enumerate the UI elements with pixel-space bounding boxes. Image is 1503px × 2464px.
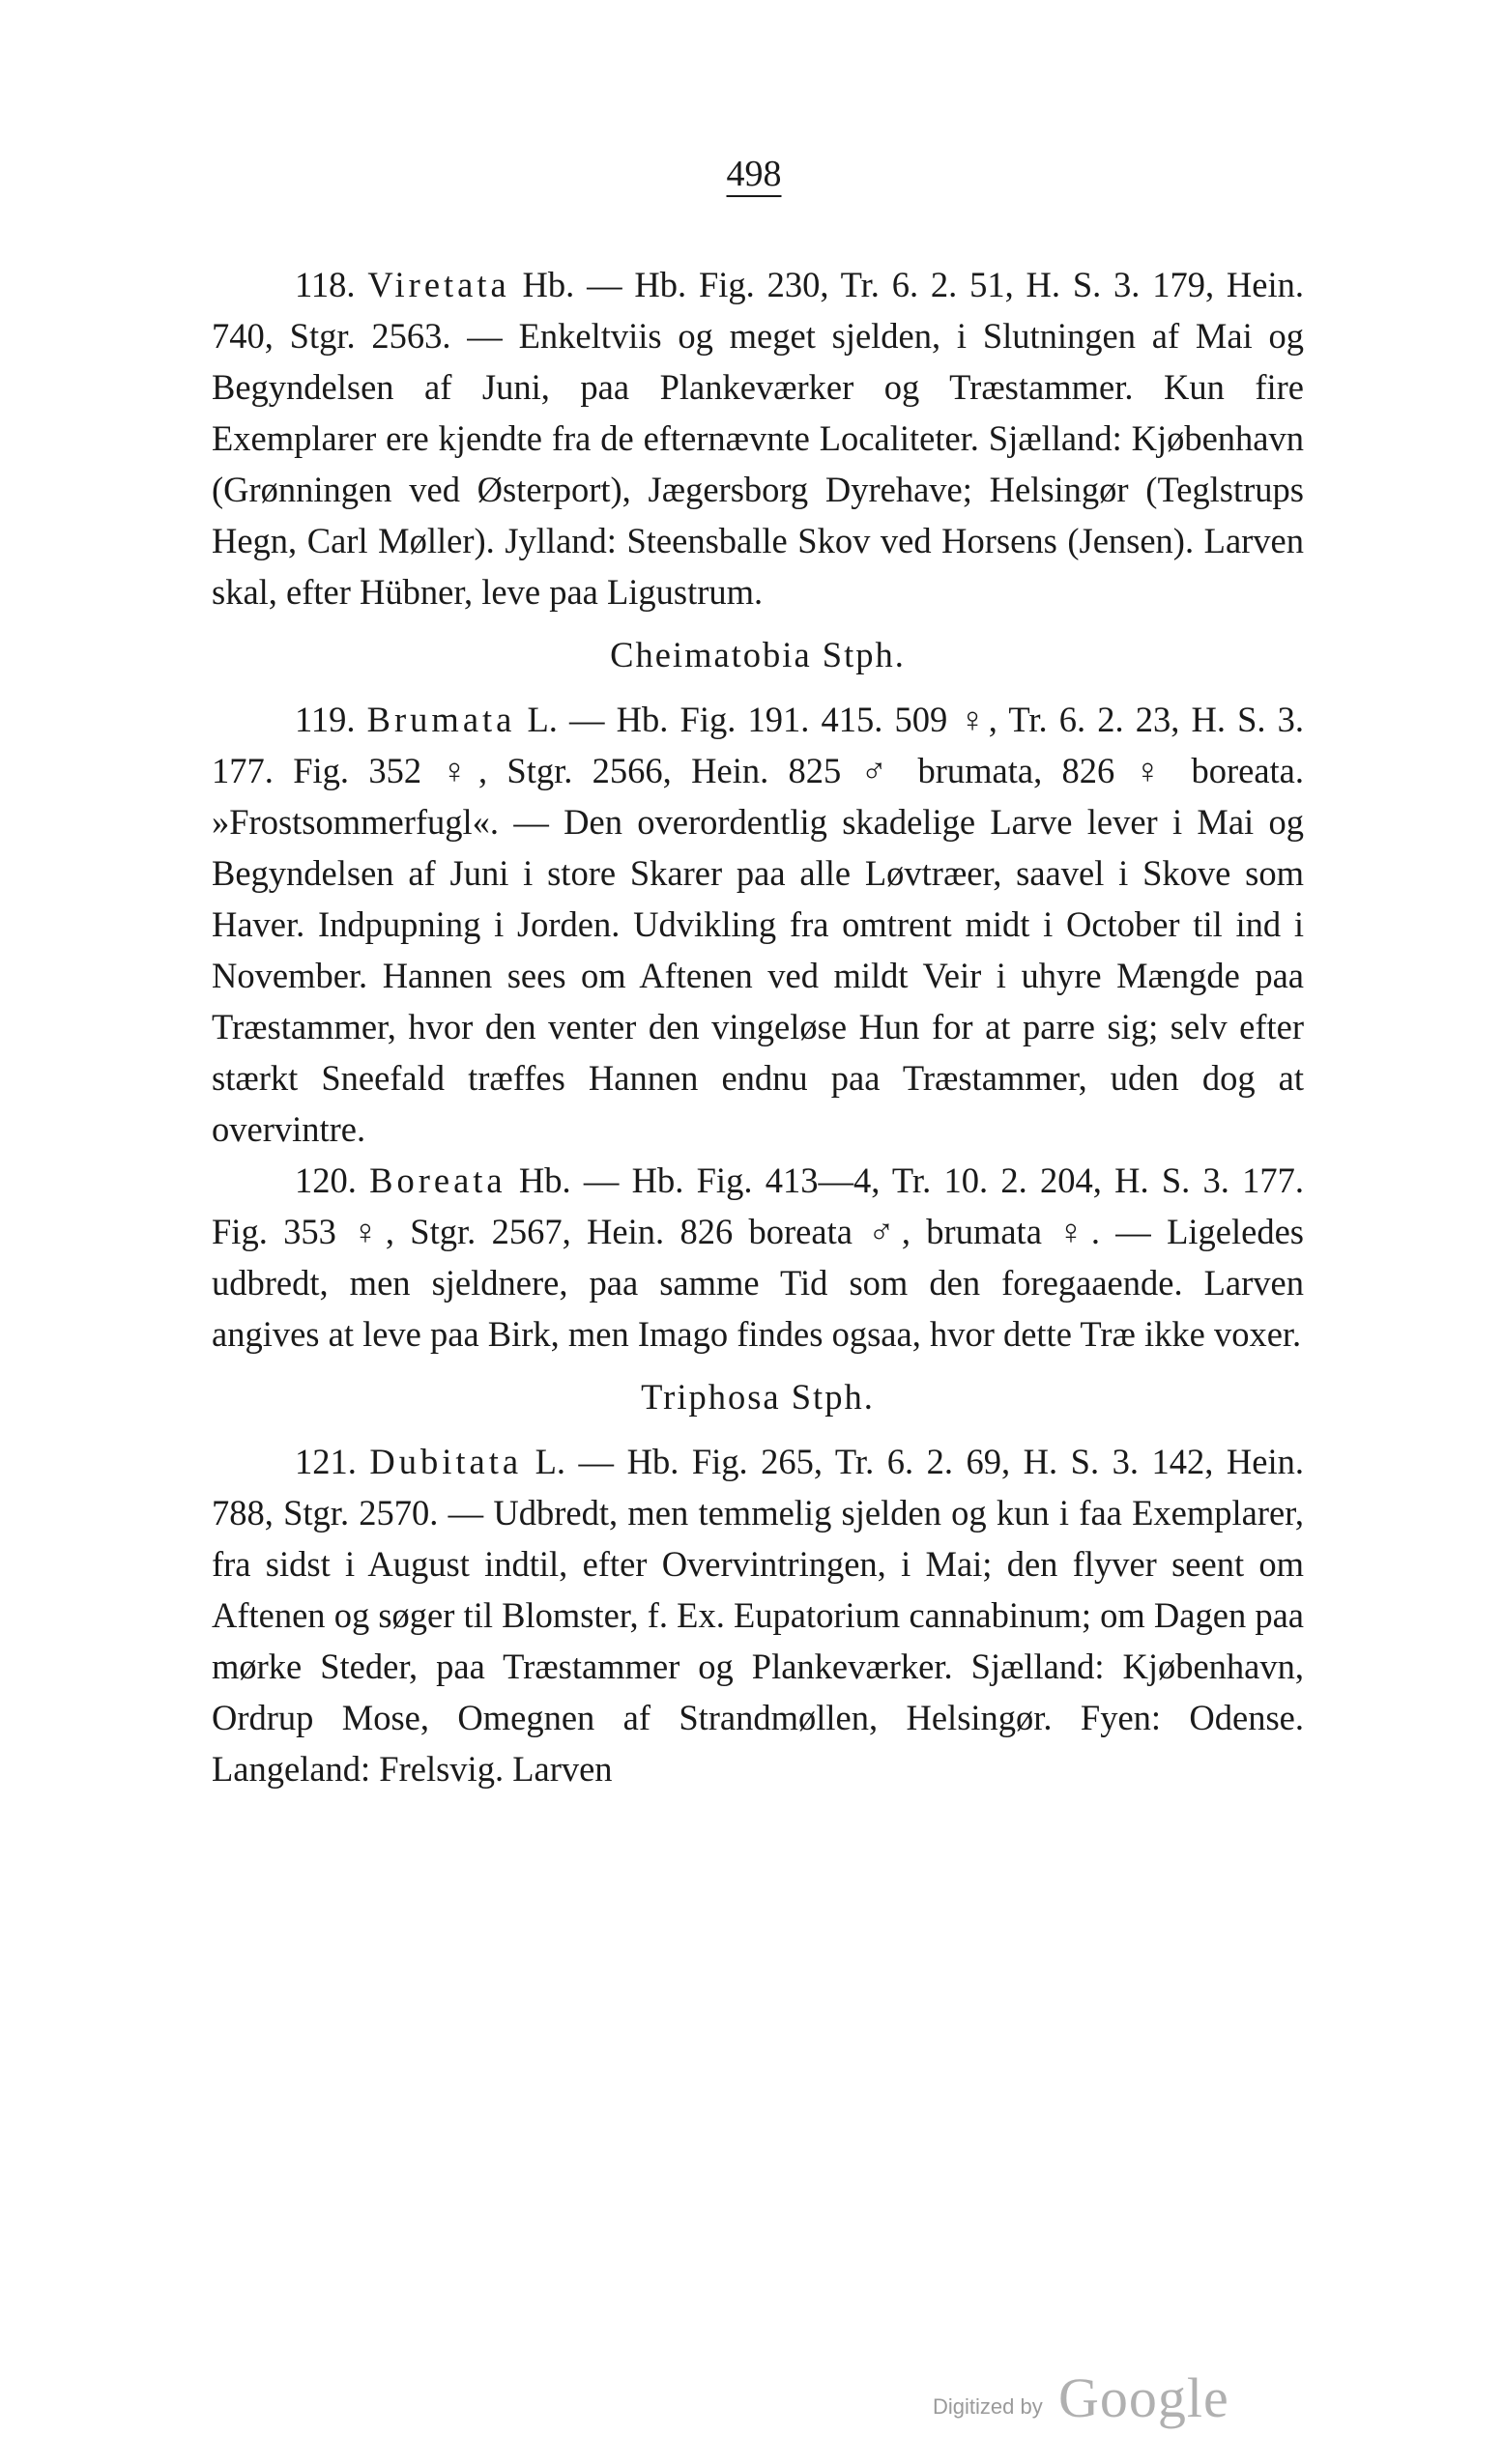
entry-text: L. — Hb. Fig. 265, Tr. 6. 2. 69, H. S. 3. 142, Hein. 788, Stgr. 2570. — Udbredt, men temmelig sjelden og kun i faa Exemplarer, fra sidst i August indtil, efter Overvintringen, i Mai; den flyver seent om Aftenen og søger til Blomster, f. Ex. Eupatorium cannabinum; om Dagen paa mørke Steder, paa Træstammer og Plankeværker. Sjælland: Kjøbenhavn, Ordrup Mose, Omegnen af Strandmøllen, Helsingør. Fyen: Odense. Langeland: Frelsvig. Larven (212, 1442, 1305, 1789)
entry-number: 121. (295, 1442, 357, 1481)
entry-118 (212, 259, 1304, 617)
google-watermark: Google (1058, 2366, 1229, 2429)
genus-heading-triphosa: Triphosa Stph. (641, 1377, 875, 1417)
entry-number: 118. (295, 265, 356, 304)
entry-text: Hb. — Hb. Fig. 230, Tr. 6. 2. 51, H. S. 3. 179, Hein. 740, Stgr. 2563. — Enkeltviis og meget sjelden, i Slutningen af Mai og Begyndelsen af Juni, paa Plankeværker og Træstammer. Kun fire Exemplarer ere kjendte fra de efternævnte Localiteter. Sjælland: Kjøbenhavn (Grønningen ved Østerport), Jægersborg Dyrehave; Helsingør (Teglstrups Hegn, Carl Møller). Jylland: Steensballe Skov ved Horsens (Jensen). Larven skal, efter Hübner, leve paa Ligustrum. (212, 265, 1305, 612)
species-name: Dubitata (369, 1442, 523, 1481)
entry-119 (212, 694, 1304, 1155)
body-text (212, 259, 1304, 1794)
entry-number: 120. (295, 1160, 357, 1200)
page-number: 498 (726, 154, 782, 194)
entry-text: Hb. — Hb. Fig. 413—4, Tr. 10. 2. 204, H. S. 3. 177. Fig. 353 ♀, Stgr. 2567, Hein. 826 boreata ♂, brumata ♀. — Ligeledes udbredt, men sjeldnere, paa samme Tid som den foregaaende. Larven angives at leve paa Birk, men Imago findes ogsaa, hvor dette Træ ikke voxer. (212, 1160, 1305, 1354)
entry-120 (212, 1155, 1304, 1360)
entry-number: 119. (295, 700, 356, 739)
species-name: Viretata (367, 265, 510, 304)
species-name: Brumata (366, 700, 516, 739)
entry-text: L. — Hb. Fig. 191. 415. 509 ♀, Tr. 6. 2. 23, H. S. 3. 177. Fig. 352 ♀, Stgr. 2566, Hein. 825 ♂ brumata, 826 ♀ boreata. »Frostsommerfugl«. — Den overordentlig skadelige Larve lever i Mai og Begyndelsen af Juni i store Skarer paa alle Løvtræer, saavel i Skove som Haver. Indpupning i Jorden. Udvikling fra omtrent midt i October til ind i November. Hannen sees om Aftenen ved mildt Veir i uhyre Mængde paa Træstammer, hvor den venter den vingeløse Hun for at parre sig; selv efter stærkt Sneefald træffes Hannen endnu paa Træstammer, uden dog at overvintre. (212, 700, 1305, 1149)
digitized-by-label: Digitized by (933, 2394, 1043, 2419)
genus-heading-cheimatobia: Cheimatobia Stph. (610, 635, 906, 674)
species-name: Boreata (369, 1160, 506, 1200)
entry-121 (212, 1436, 1304, 1794)
